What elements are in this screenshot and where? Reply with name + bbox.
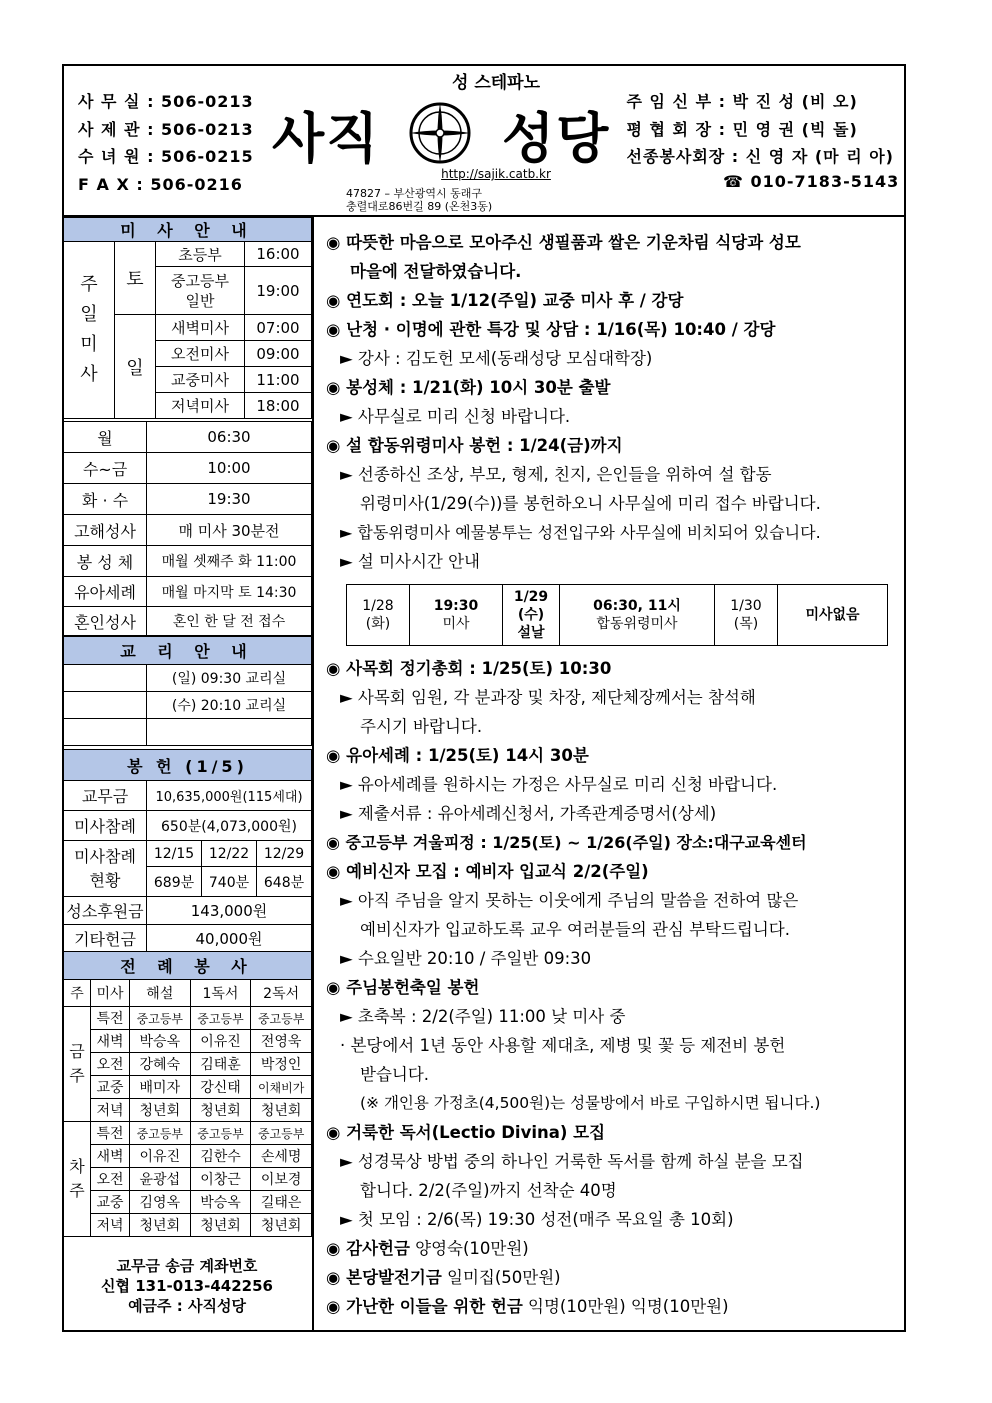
notice-presentation-feast: ◉ 주님봉헌축일 봉헌 — [326, 978, 480, 997]
service-cell: 이유진 — [190, 1030, 251, 1053]
service-col-header: 1독서 — [190, 980, 251, 1007]
notice-youth-retreat: ◉ 중고등부 겨울피정 : 1/25(토) ~ 1/26(주일) 장소:대구교육센터 — [326, 833, 807, 852]
service-mass: 오전 — [91, 1053, 130, 1076]
notice-memorial-mass: ◉ 설 합동위령미사 봉헌 : 1/24(금)까지 — [326, 436, 623, 455]
attendance-date: 12/29 — [257, 841, 312, 867]
pastor: 주 임 신 부 : 박 진 성 (비 오) — [626, 92, 858, 111]
sat-mass-time: 16:00 — [245, 242, 312, 267]
seol-cell-3: 1/29 (수) 설날 — [503, 585, 560, 646]
service-col-header: 주 — [64, 980, 91, 1007]
service-cell: 이채비가 — [251, 1076, 312, 1099]
saturday-label: 토 — [115, 242, 156, 315]
service-cell: 김한수 — [190, 1145, 251, 1168]
weekday-label: 수~금 — [64, 453, 147, 484]
column-divider — [312, 215, 314, 1332]
service-cell: 박정인 — [251, 1053, 312, 1076]
notice-catechumen-sub1-cont: 예비신자가 입교하도록 교우 여러분들의 관심 부탁드립니다. — [360, 920, 790, 939]
notices — [326, 228, 904, 1321]
offering-table — [63, 749, 312, 953]
weekday-schedule-table — [63, 421, 312, 636]
parish-logo-icon — [408, 101, 472, 169]
service-cell: 중고등부 — [130, 1007, 191, 1030]
offering-value: 143,000원 — [147, 897, 312, 925]
service-cell: 이창근 — [190, 1168, 251, 1191]
account-number: 신협 131-013-442256 — [101, 1277, 273, 1295]
parish-address: 47827 – 부산광역시 동래구 충렬대로86번길 89 (온천3동) — [346, 187, 493, 213]
seol-cell-2: 19:30 미사 — [410, 585, 503, 646]
service-mass: 교중 — [91, 1076, 130, 1099]
catechism-row: (일) 09:30 교리실 — [147, 665, 312, 692]
service-cell: 박승옥 — [130, 1030, 191, 1053]
notice-catechumen: ◉ 예비신자 모집 : 예비자 입교식 2/2(주일) — [326, 862, 649, 881]
service-cell: 전영욱 — [251, 1030, 312, 1053]
offering-value: 40,000원 — [147, 925, 312, 953]
seol-cell-6: 미사없음 — [778, 585, 888, 646]
service-cell: 청년회 — [251, 1214, 312, 1237]
notice-memorial-envelope: ► 합동위령미사 예물봉투는 성전입구와 사무실에 비치되어 있습니다. — [340, 523, 821, 542]
service-cell: 중고등부 — [190, 1122, 251, 1145]
sun-mass-name: 저녁미사 — [156, 393, 245, 419]
seol-mass-table — [346, 584, 888, 646]
offering-value: 650분(4,073,000원) — [147, 811, 312, 841]
notice-memorial-sub-cont: 위령미사(1/29(수))를 봉헌하오니 사무실에 미리 접수 바랍니다. — [360, 494, 821, 513]
service-cell: 청년회 — [130, 1099, 191, 1122]
liturgy-service-table — [63, 951, 312, 1237]
notice-lectio-sub2: ► 첫 모임 : 2/6(목) 19:30 성전(매주 목요일 총 10회) — [340, 1210, 734, 1229]
notice-catechumen-sub2: ► 수요일반 20:10 / 주일반 09:30 — [340, 949, 592, 968]
notice-home-candle: (※ 개인용 가정초(4,500원)는 성물방에서 바로 구입하시면 됩니다.) — [360, 1094, 821, 1112]
service-cell: 손세명 — [251, 1145, 312, 1168]
notice-lectio-divina: ◉ 거룩한 독서(Lectio Divina) 모집 — [326, 1123, 606, 1142]
notice-meeting-sub: ► 사목회 임원, 각 분과장 및 차장, 제단체장께서는 참석해 — [340, 688, 756, 707]
service-cell: 청년회 — [130, 1214, 191, 1237]
attendance-count: 689분 — [147, 867, 202, 897]
notice-donation-cont: 마을에 전달하였습니다. — [350, 262, 522, 281]
service-cell: 이유진 — [130, 1145, 191, 1168]
weekday-value: 06:30 — [147, 422, 312, 453]
catechism-row: (수) 20:10 교리실 — [147, 692, 312, 719]
sun-mass-time: 07:00 — [245, 315, 312, 341]
service-cell: 청년회 — [190, 1214, 251, 1237]
service-col-header: 미사 — [91, 980, 130, 1007]
service-cell: 박승옥 — [190, 1191, 251, 1214]
sat-mass-time: 19:00 — [245, 267, 312, 315]
weekday-label: 화 · 수 — [64, 484, 147, 515]
attendance-date: 12/15 — [147, 841, 202, 867]
seol-cell-4: 06:30, 11시 합동위령미사 — [560, 585, 715, 646]
title-left: 사직 — [272, 107, 381, 170]
offering-heading: 봉 헌 (1/5) — [64, 750, 312, 781]
service-mass: 새벽 — [91, 1145, 130, 1168]
service-cell: 김태훈 — [190, 1053, 251, 1076]
attendance-date: 12/22 — [202, 841, 257, 867]
notice-donation: ◉ 따뜻한 마음으로 모아주신 생필품과 쌀은 기운차림 식당과 성모 — [326, 233, 801, 252]
notice-yeondo: ◉ 연도회 : 오늘 1/12(주일) 교중 미사 후 / 강당 — [326, 291, 684, 310]
weekday-value: 19:30 — [147, 484, 312, 515]
weekday-value: 매 미사 30분전 — [147, 515, 312, 546]
notice-lecture: ◉ 난청 · 이명에 관한 특강 및 상담 : 1/16(목) 10:40 / 강당 — [326, 320, 776, 339]
service-cell: 배미자 — [130, 1076, 191, 1099]
service-cell: 청년회 — [190, 1099, 251, 1122]
weekday-label: 혼인성사 — [64, 607, 147, 636]
notice-lectio-sub1: ► 성경묵상 방법 중의 하나인 거룩한 독서를 함께 하실 분을 모집 — [340, 1152, 804, 1171]
notice-development-fund: ◉ 본당발전기금 일미집(50만원) — [326, 1268, 561, 1287]
convent-phone: 수 녀 원 : 506-0215 — [78, 147, 254, 166]
notice-catechumen-sub1: ► 아직 주님을 알지 못하는 이웃에게 주님의 말씀을 전하여 많은 — [340, 891, 799, 910]
sun-mass-name: 오전미사 — [156, 341, 245, 367]
notice-candle-blessing: ► 초축복 : 2/2(주일) 11:00 낮 미사 중 — [340, 1007, 626, 1026]
notice-baptism-sub1: ► 유아세례를 원하시는 가정은 사무실로 미리 신청 바랍니다. — [340, 775, 778, 794]
notice-infant-baptism: ◉ 유아세례 : 1/25(토) 14시 30분 — [326, 746, 589, 765]
notice-meeting-sub-cont: 주시기 바랍니다. — [360, 717, 483, 736]
sun-mass-time: 18:00 — [245, 393, 312, 419]
offering-label: 기타헌금 — [64, 925, 147, 953]
sun-mass-time: 09:00 — [245, 341, 312, 367]
service-cell: 김영옥 — [130, 1191, 191, 1214]
service-mass: 교중 — [91, 1191, 130, 1214]
sat-mass-name: 초등부 — [156, 242, 245, 267]
attendance-label: 미사참례 현황 — [64, 841, 147, 897]
weekday-value: 10:00 — [147, 453, 312, 484]
notice-altar-offering-cont: 받습니다. — [360, 1065, 430, 1084]
rectory-phone: 사 제 관 : 506-0213 — [78, 119, 254, 139]
council-president: 평 협 회 장 : 민 영 권 (빅 돌) — [626, 119, 858, 139]
service-cell: 중고등부 — [251, 1122, 312, 1145]
service-cell: 중고등부 — [251, 1007, 312, 1030]
weekday-value: 매월 셋째주 화 11:00 — [147, 546, 312, 577]
notice-communion: ◉ 봉성체 : 1/21(화) 10시 30분 출발 — [326, 378, 611, 397]
sunday-label: 일 — [115, 315, 156, 419]
service-heading: 전 례 봉 사 — [64, 952, 312, 980]
mass-heading: 미 사 안 내 — [64, 218, 312, 242]
service-cell: 윤광섭 — [130, 1168, 191, 1191]
account-title: 교무금 송금 계좌번호 — [116, 1257, 258, 1275]
sun-mass-name: 새벽미사 — [156, 315, 245, 341]
service-mass: 새벽 — [91, 1030, 130, 1053]
offering-label: 미사참례 — [64, 811, 147, 841]
service-mass: 저녁 — [91, 1214, 130, 1237]
notice-memorial-sub: ► 선종하신 조상, 부모, 형제, 친지, 은인들을 위하여 설 합동 — [340, 465, 772, 484]
service-col-header: 해설 — [130, 980, 191, 1007]
sunday-mass-label: 주 일 미 사 — [64, 242, 115, 419]
service-mass: 특전 — [91, 1122, 130, 1145]
service-cell: 길태은 — [251, 1191, 312, 1214]
notice-general-meeting: ◉ 사목회 정기총회 : 1/25(토) 10:30 — [326, 659, 612, 678]
weekday-value: 혼인 한 달 전 접수 — [147, 607, 312, 636]
weekday-label: 월 — [64, 422, 147, 453]
notice-baptism-sub2: ► 제출서류 : 유아세례신청서, 가족관계증명서(상세) — [340, 804, 717, 823]
service-mass: 오전 — [91, 1168, 130, 1191]
notice-lecture-speaker: ► 강사 : 김도헌 모세(동래성당 모심대학장) — [340, 349, 653, 368]
contacts-right — [627, 88, 895, 171]
parish-patron: 성 스테파노 — [451, 73, 541, 93]
offering-label: 교무금 — [64, 781, 147, 811]
service-mass: 특전 — [91, 1007, 130, 1030]
weekday-label: 유아세례 — [64, 577, 147, 607]
account-holder: 예금주 : 사직성당 — [128, 1297, 246, 1315]
sun-mass-time: 11:00 — [245, 367, 312, 393]
notice-lectio-sub1-cont: 합니다. 2/2(주일)까지 선착순 40명 — [360, 1181, 617, 1200]
service-mass: 저녁 — [91, 1099, 130, 1122]
notice-altar-offering: · 본당에서 1년 동안 사용할 제대초, 제병 및 꽃 등 제전비 봉헌 — [340, 1036, 786, 1055]
service-cell: 강혜숙 — [130, 1053, 191, 1076]
notice-communion-sub: ► 사무실로 미리 신청 바랍니다. — [340, 407, 571, 426]
account-info — [64, 1256, 310, 1316]
fax-number: F A X : 506-0216 — [78, 174, 243, 194]
sat-mass-name: 중고등부 일반 — [156, 267, 245, 315]
mobile-phone: ☎ 010-7183-5143 — [723, 172, 900, 191]
next-week-label: 차 주 — [64, 1122, 91, 1237]
title-right: 성당 — [502, 107, 611, 170]
attendance-count: 648분 — [257, 867, 312, 897]
weekday-label: 고해성사 — [64, 515, 147, 546]
service-col-header: 2독서 — [251, 980, 312, 1007]
seol-cell-5: 1/30 (목) — [715, 585, 778, 646]
service-cell: 이보경 — [251, 1168, 312, 1191]
mass-schedule-table — [63, 217, 312, 419]
sun-mass-name: 교중미사 — [156, 367, 245, 393]
notice-seol-mass: ► 설 미사시간 안내 — [340, 552, 480, 571]
weekday-label: 봉 성 체 — [64, 546, 147, 577]
contacts-left — [78, 88, 254, 198]
service-cell: 중고등부 — [130, 1122, 191, 1145]
notice-poor-offering: ◉ 가난한 이들을 위한 헌금 익명(10만원) 익명(10만원) — [326, 1297, 729, 1316]
weekday-value: 매월 마지막 토 14:30 — [147, 577, 312, 607]
catechism-table — [63, 636, 312, 746]
attendance-count: 740분 — [202, 867, 257, 897]
offering-value: 10,635,000원(115세대) — [147, 781, 312, 811]
seol-cell-1: 1/28 (화) — [347, 585, 410, 646]
service-cell: 중고등부 — [190, 1007, 251, 1030]
service-cell: 청년회 — [251, 1099, 312, 1122]
office-phone: 사 무 실 : 506-0213 — [78, 92, 254, 111]
service-cell: 강신태 — [190, 1076, 251, 1099]
catechism-row — [147, 719, 312, 746]
catechism-heading: 교 리 안 내 — [64, 637, 312, 665]
parish-url[interactable]: http://sajik.catb.kr — [441, 167, 551, 181]
this-week-label: 금 주 — [64, 1007, 91, 1122]
funeral-service-head: 선종봉사회장 : 신 영 자 (마 리 아) — [626, 147, 894, 166]
notice-thanks-offering: ◉ 감사헌금 양영숙(10만원) — [326, 1239, 529, 1258]
offering-label: 성소후원금 — [64, 897, 147, 925]
